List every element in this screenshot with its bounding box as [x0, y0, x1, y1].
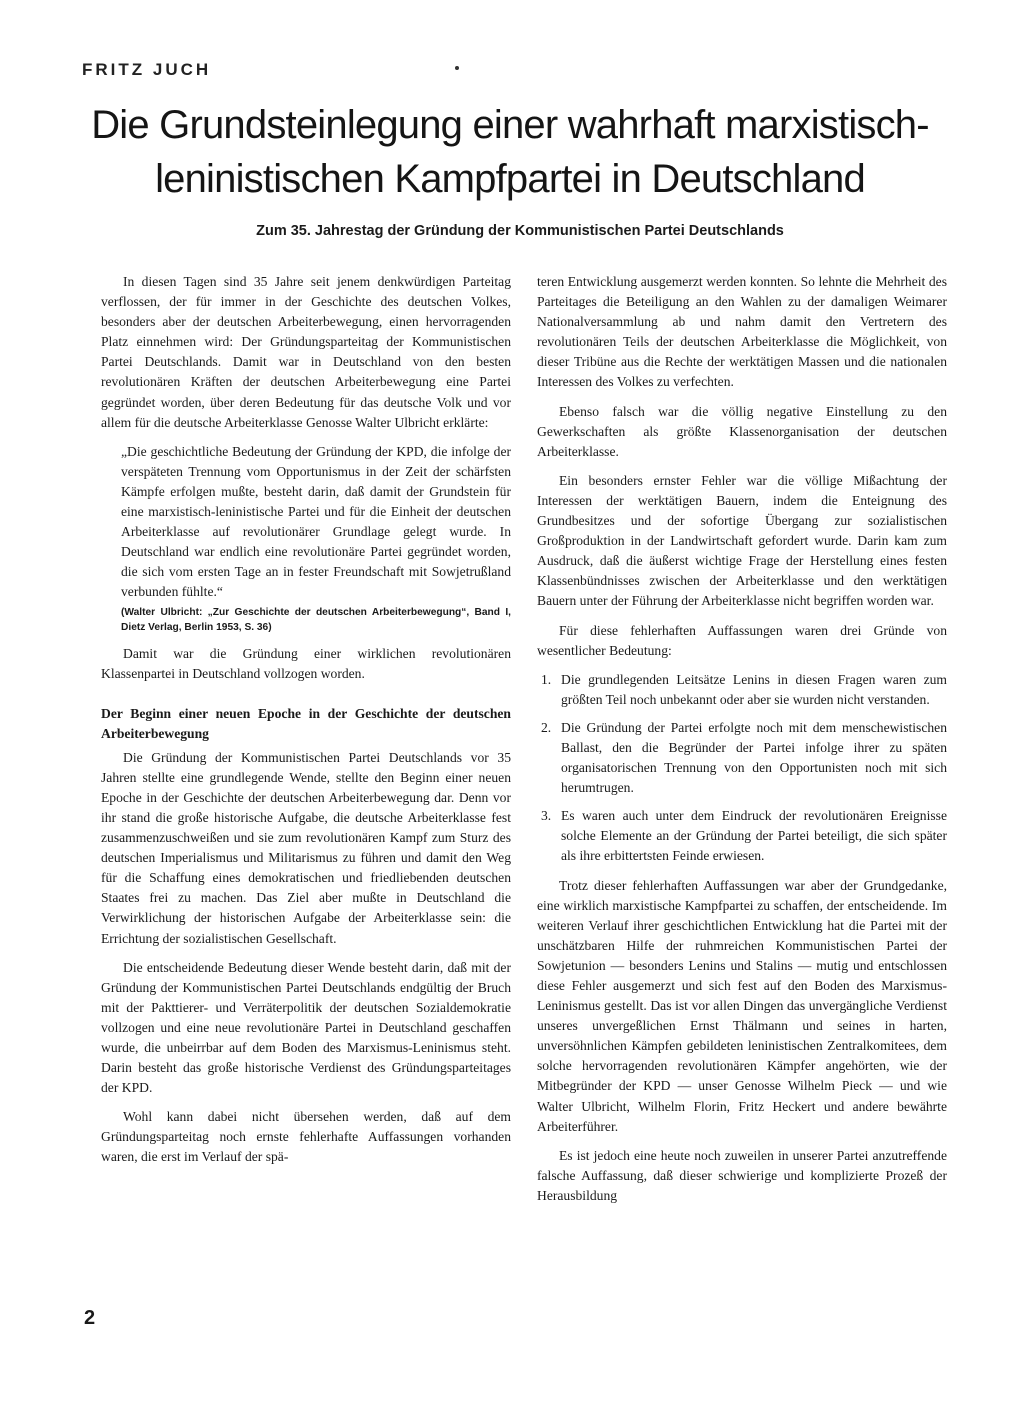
paragraph: Wohl kann dabei nicht übersehen werden, daß auf dem Gründungsparteitag noch ernste fehlerhafte Auffassungen vorhanden waren, die erst im Verlauf der spä- — [101, 1109, 511, 1165]
reasons-list — [537, 670, 947, 867]
block-quote: „Die geschichtliche Bedeutung der Gründung der KPD, die infolge der verspäteten Trennung vom Opportunismus in der Zeit der schärfsten Kämpfe erfolgen mußte, besteht darin, daß damit der Grundstein für eine marxistisch-leninistische Partei und für die Einheit der deutschen Arbeiterklasse auf revolutionärer Grundlage gelegt wurde. In Deutschland war endlich eine revolutionäre Partei gegründet worden, die sich vom ersten Tage an in fester Freundschaft mit Sowjetrußland verbunden fühlte.“ — [121, 443, 511, 600]
page-number: 2 — [84, 1307, 96, 1329]
paragraph-continued: teren Entwicklung ausgemerzt werden konnten. So lehnte die Mehrheit des Parteitages die Beteiligung an den Wahlen zu der damaligen Weimarer Nationalversammlung ab und nahm damit den Vertretern des revolutionären Teils der deutschen Arbeiterklasse die Möglichkeit, von dieser Tribüne aus die Rechte der werktätigen Massen und die nationalen Interessen des Volkes zu verfechten. — [537, 274, 947, 390]
paragraph: Die Gründung der Kommunistischen Partei Deutschlands vor 35 Jahren stellte eine grundlegende Wende, stellte den Beginn einer neuen Epoche in der Geschichte der deutschen Arbeiterbewegung dar. Denn vor ihr stand die große historische Aufgabe, die deutsche Arbeiterklasse fest zusammenzuschweißen und sie zum revolutionären Kampf zum Sturz des deutschen Imperialismus und Militarismus zu führen und damit den Weg für die Schaffung eines demokratischen und friedliebenden deutschen Staates frei zu machen. Das Ziel aber mußte in Deutschland die Verwirklichung der historischen Aufgabe der Arbeiterklasse sein: die Errichtung der sozialistischen Gesellschaft. — [101, 749, 511, 946]
right-column — [537, 272, 947, 1215]
author-name: FRITZ JUCH — [82, 60, 212, 79]
list-text: Die Gründung der Partei erfolgte noch mit dem menschewistischen Ballast, den die Begründer der Partei infolge ihrer zu späten organisatorischen Trennung von den Opportunisten noch mit sich herumtrugen. — [561, 719, 947, 796]
list-number: 2. — [541, 719, 552, 735]
list-number: 3. — [541, 808, 552, 824]
paragraph: Für diese fehlerhaften Auffassungen waren drei Gründe von wesentlicher Bedeutung: — [537, 622, 947, 658]
article-title: Die Grundsteinlegung einer wahrhaft marxistisch-leninistischen Kampfpartei in Deutschland — [91, 103, 929, 201]
paragraph: Ein besonders ernster Fehler war die völlige Mißachtung der Interessen der werktätigen Bauern, indem die Enteignung des Grundbesitzes und der sofortige Übergang zur sozialistischen Großproduktion in der Landwirtschaft gefordert wurde. Darin kam zum Ausdruck, daß die äußerst wichtige Frage der Herstellung eines festen Klassenbündnisses zwischen der Arbeiterklasse und den werktätigen Bauern unter der Führung der Arbeiterklasse nicht begriffen worden war. — [537, 472, 947, 609]
paragraph: Die entscheidende Bedeutung dieser Wende besteht darin, daß mit der Gründung der Kommunistischen Partei Deutschlands endgültig der Bruch mit der Pakttierer- und Verräterpolitik der deutschen Sozialdemokratie vollzogen und eine neue revolutionäre Partei in Deutschland geschaffen wurde, die unbeirrbar auf dem Boden des Marxismus-Leninismus steht. Darin besteht das große historische Verdienst des Gründungsparteitages der KPD. — [101, 959, 511, 1096]
section-heading: Der Beginn einer neuen Epoche in der Geschichte der deutschen Arbeiterbewegung — [101, 705, 511, 741]
list-text: Die grundlegenden Leitsätze Lenins in diesen Fragen waren zum größten Teil noch unbekannt oder aber sie wurden nicht verstanden. — [561, 671, 947, 707]
paragraph: Es ist jedoch eine heute noch zuweilen in unserer Partei anzutreffende falsche Auffassung, daß dieser schwierige und komplizierte Prozeß der Herausbildung — [537, 1147, 947, 1203]
paragraph: Trotz dieser fehlerhaften Auffassungen war aber der Grundgedanke, eine wirklich marxistische Kampfpartei zu schaffen, der entscheidende. Im weiteren Verlauf ihrer geschichtlichen Entwicklung hat die Partei mit der unschätzbaren Hilfe der ruhmreichen Kommunistischen Partei der Sowjetunion — besonders Lenins und Stalins — mutig und entschlossen diese Fehler ausgemerzt und sich fest auf den Boden des Marxismus-Leninismus gestellt. Das ist vor allen Dingen das unvergängliche Verdienst unseres unvergeßlichen Ernst Thälmann und seines in harten, unversöhnlichen Kämpfen gebildeten leninistischen Zentralkomitees, dem solche hervorragenden revolutionären Kämpfer angehörten, wie der Mitbegründer der KPD — unser Genosse Wilhelm Pieck — und wie Walter Ulbricht, Wilhelm Florin, Fritz Heckert und andere bewährte Arbeiterführer. — [537, 877, 947, 1134]
list-item — [537, 806, 947, 866]
list-item — [537, 718, 947, 798]
list-number: 1. — [541, 671, 552, 687]
paragraph: Damit war die Gründung einer wirklichen revolutionären Klassenpartei in Deutschland vollzogen worden. — [101, 645, 511, 681]
left-column — [101, 272, 511, 1177]
article-subtitle: Zum 35. Jahrestag der Gründung der Kommunistischen Partei Deutschlands — [256, 223, 784, 239]
paragraph: Ebenso falsch war die völlig negative Einstellung zu den Gewerkschaften als größte Klassenorganisation der deutschen Arbeiterklasse. — [537, 403, 947, 459]
paragraph: In diesen Tagen sind 35 Jahre seit jenem denkwürdigen Parteitag verflossen, der für immer in der Geschichte des deutschen Volkes, besonders aber der deutschen Arbeiterbewegung, einen hervorragenden Platz einnehmen wird: Der Gründungsparteitag der Kommunistischen Partei Deutschlands. Damit war in Deutschland von den besten revolutionären Kräften der deutschen Arbeiterbewegung eine Partei gegründet worden, über deren Bedeutung für das deutsche Volk und vor allem für die deutsche Arbeiterklasse Genosse Walter Ulbricht erklärte: — [101, 274, 511, 430]
list-item — [537, 670, 947, 710]
print-speck — [455, 66, 459, 70]
quote-citation: (Walter Ulbricht: „Zur Geschichte der deutschen Arbeiterbewegung“, Band I, Dietz Verlag, Berlin 1953, S. 36) — [121, 606, 511, 633]
list-text: Es waren auch unter dem Eindruck der revolutionären Ereignisse solche Elemente an der Gründung der Partei beteiligt, die sich später als ihre erbittertsten Feinde erwiesen. — [561, 808, 947, 864]
